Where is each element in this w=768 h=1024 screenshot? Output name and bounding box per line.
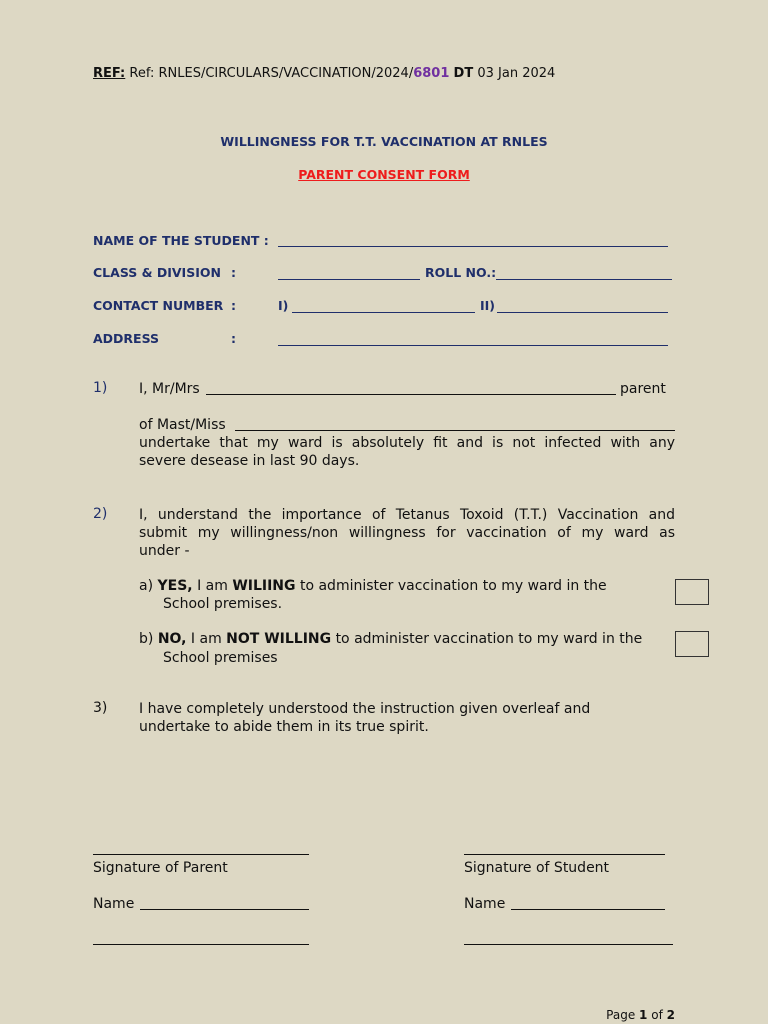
option-yes-label: YES, (157, 578, 193, 594)
address-label: ADDRESS (93, 331, 160, 346)
ref-text: Ref: RNLES/CIRCULARS/VACCINATION/2024/ (129, 66, 414, 81)
page-current: 1 (639, 1008, 648, 1022)
student-extra-line[interactable] (464, 944, 673, 945)
student-name-line[interactable] (511, 909, 665, 910)
parent-name-blank[interactable] (206, 394, 616, 395)
parent-name-label: Name (93, 896, 135, 912)
option-yes-text (139, 577, 607, 595)
page-number (606, 1008, 675, 1022)
option-no-marker: b) (139, 631, 154, 647)
page-total: 2 (666, 1008, 675, 1022)
ward-name-blank[interactable] (235, 430, 675, 431)
item-3-line-1: I have completely understood the instruction given overleaf and (139, 701, 591, 717)
item-1-number: 1) (93, 380, 108, 396)
class-division-colon: : (231, 265, 236, 280)
contact-number-colon: : (231, 298, 236, 313)
option-no-mid: I am (190, 631, 222, 647)
contact-1-label: I) (278, 298, 289, 313)
parent-name-line[interactable] (140, 909, 309, 910)
item-2-line-1: I, understand the importance of Tetanus Toxoid (T.T.) Vaccination and (139, 507, 675, 523)
form-title: WILLINGNESS FOR T.T. VACCINATION AT RNLES (220, 134, 548, 149)
parent-extra-line[interactable] (93, 944, 309, 945)
reference-line (93, 66, 555, 81)
option-yes-willing: WILIING (232, 578, 296, 594)
ref-number: 6801 (413, 66, 450, 81)
parent-signature-label: Signature of Parent (93, 860, 228, 876)
roll-no-field[interactable] (496, 279, 672, 280)
contact-2-label: II) (480, 298, 496, 313)
student-name-field[interactable] (278, 246, 668, 247)
no-checkbox[interactable] (675, 631, 709, 657)
option-yes-line-2: School premises. (163, 596, 283, 612)
page-of: of (651, 1008, 663, 1022)
student-name-label: NAME OF THE STUDENT : (93, 233, 269, 248)
item-2-line-3: under - (139, 543, 190, 559)
yes-checkbox[interactable] (675, 579, 709, 605)
item-2-number: 2) (93, 506, 108, 522)
ref-label: REF: (93, 66, 126, 81)
address-colon: : (231, 331, 236, 346)
class-division-field[interactable] (278, 279, 420, 280)
student-name-label: Name (464, 896, 506, 912)
ref-date: 03 Jan 2024 (477, 66, 556, 81)
contact-number-label: CONTACT NUMBER (93, 298, 224, 313)
option-no-rest: to administer vaccination to my ward in the (335, 631, 643, 647)
option-yes-marker: a) (139, 578, 154, 594)
item-1-desease: severe desease in last 90 days. (139, 453, 360, 469)
contact-1-field[interactable] (292, 312, 475, 313)
option-yes-rest: to administer vaccination to my ward in the (299, 578, 607, 594)
option-no-line-2: School premises (163, 650, 278, 666)
item-1-undertake: undertake that my ward is absolutely fit and is not infected with any (139, 435, 675, 451)
student-signature-label: Signature of Student (464, 860, 610, 876)
option-yes-mid: I am (197, 578, 228, 594)
form-subtitle: PARENT CONSENT FORM (298, 167, 470, 182)
student-signature-line[interactable] (464, 854, 665, 855)
address-field[interactable] (278, 345, 668, 346)
ref-dt-label: DT (453, 66, 474, 81)
item-2-line-2: submit my willingness/non willingness for vaccination of my ward as (139, 525, 675, 541)
option-no-text (139, 630, 642, 648)
option-no-notwilling: NOT WILLING (226, 631, 332, 647)
page-label: Page (606, 1008, 636, 1022)
item-1-parent: parent (620, 381, 666, 397)
contact-2-field[interactable] (497, 312, 668, 313)
option-no-label: NO, (157, 631, 187, 647)
item-3-line-2: undertake to abide them in its true spirit. (139, 719, 429, 735)
item-3-number: 3) (93, 700, 108, 716)
item-1-mast-miss: of Mast/Miss (139, 417, 226, 433)
class-division-label: CLASS & DIVISION (93, 265, 221, 280)
roll-no-label: ROLL NO.: (425, 265, 497, 280)
parent-signature-line[interactable] (93, 854, 309, 855)
item-1-mrmrs: I, Mr/Mrs (139, 381, 200, 397)
